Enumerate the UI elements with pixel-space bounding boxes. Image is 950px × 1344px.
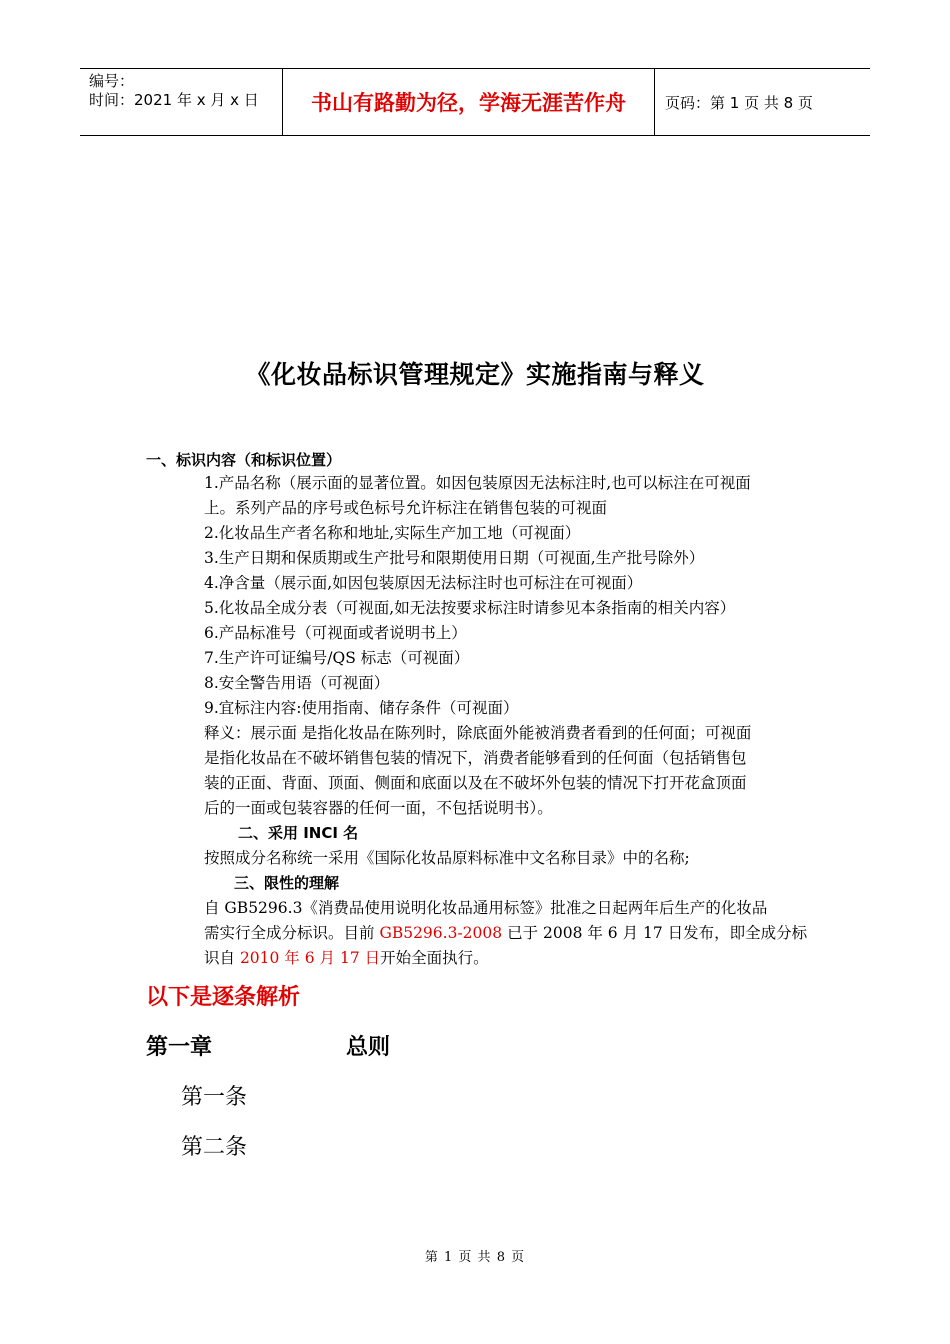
header-meta — [80, 69, 282, 135]
explanation-line: 释义：展示面 是指化妆品在陈列时，除底面外能被消费者看到的任何面；可视面 — [204, 724, 752, 742]
explanation-line: 是指化妆品在不破坏销售包装的情况下，消费者能够看到的任何面（包括销售包 — [204, 749, 747, 767]
section3-line1: 自 GB5296.3《消费品使用说明化妆品通用标签》批准之日起两年后生产的化妆品 — [204, 899, 768, 917]
explanation-line: 后的一面或包装容器的任何一面，不包括说明书）。 — [204, 799, 553, 817]
text-span: 开始全面执行。 — [380, 949, 489, 967]
list-item: 1.产品名称（展示面的显著位置。如因包装原因无法标注时,也可以标注在可视面 — [204, 474, 751, 492]
list-item: 4.净含量（展示面,如因包装原因无法标注时也可标注在可视面） — [204, 574, 643, 592]
list-item: 9.宜标注内容:使用指南、储存条件（可视面） — [204, 699, 519, 717]
section2-text: 按照成分名称统一采用《国际化妆品原料标准中文名称目录》中的名称; — [204, 849, 690, 867]
effective-date: 2010 年 6 月 17 日 — [239, 949, 381, 967]
list-item: 8.安全警告用语（可视面） — [204, 674, 390, 692]
section2-heading: 二、采用 INCI 名 — [238, 824, 359, 842]
list-item: 5.化妆品全成分表（可视面,如无法按要求标注时请参见本条指南的相关内容） — [204, 599, 736, 617]
document-title: 《化妆品标识管理规定》实施指南与释义 — [245, 360, 705, 389]
section3-line2 — [204, 921, 808, 946]
text-span: 识自 — [204, 949, 240, 967]
list-item: 2.化妆品生产者名称和地址,实际生产加工地（可视面） — [204, 524, 581, 542]
document-body — [204, 471, 808, 971]
chapter-number: 第一章 — [146, 1035, 213, 1060]
list-item: 3.生产日期和保质期或生产批号和限期使用日期（可视面,生产批号除外） — [204, 549, 705, 567]
header-time-label: 时间：2021 年 x 月 x 日 — [89, 91, 259, 109]
header-page-info: 页码：第 1 页 共 8 页 — [665, 93, 813, 112]
list-item: 上。系列产品的序号或色标号允许标注在销售包装的可视面 — [204, 499, 608, 517]
article-heading: 第一条 — [181, 1085, 248, 1110]
section1-heading: 一、标识内容（和标识位置） — [146, 451, 342, 469]
analysis-heading: 以下是逐条解析 — [146, 985, 301, 1010]
section3-line3 — [204, 946, 804, 971]
standard-code: GB5296.3-2008 — [379, 924, 503, 942]
explanation-line: 装的正面、背面、顶面、侧面和底面以及在不破坏外包装的情况下打开花盒顶面 — [204, 774, 747, 792]
section3-heading: 三、限性的理解 — [234, 874, 340, 892]
article-heading: 第二条 — [181, 1135, 248, 1160]
header-motto: 书山有路勤为径，学海无涯苦作舟 — [282, 69, 655, 135]
chapter-title: 总则 — [346, 1035, 391, 1060]
page-header — [80, 68, 870, 136]
list-item: 7.生产许可证编号/QS 标志（可视面） — [204, 649, 470, 667]
page-footer: 第 1 页 共 8 页 — [424, 1250, 526, 1265]
text-span: 需实行全成分标识。目前 — [204, 924, 380, 942]
text-span: 已于 2008 年 6 月 17 日发布，即全成分标 — [502, 924, 808, 942]
chapter-heading — [146, 1030, 391, 1061]
list-item: 6.产品标准号（可视面或者说明书上） — [204, 624, 467, 642]
header-number-label: 编号： — [89, 72, 135, 90]
